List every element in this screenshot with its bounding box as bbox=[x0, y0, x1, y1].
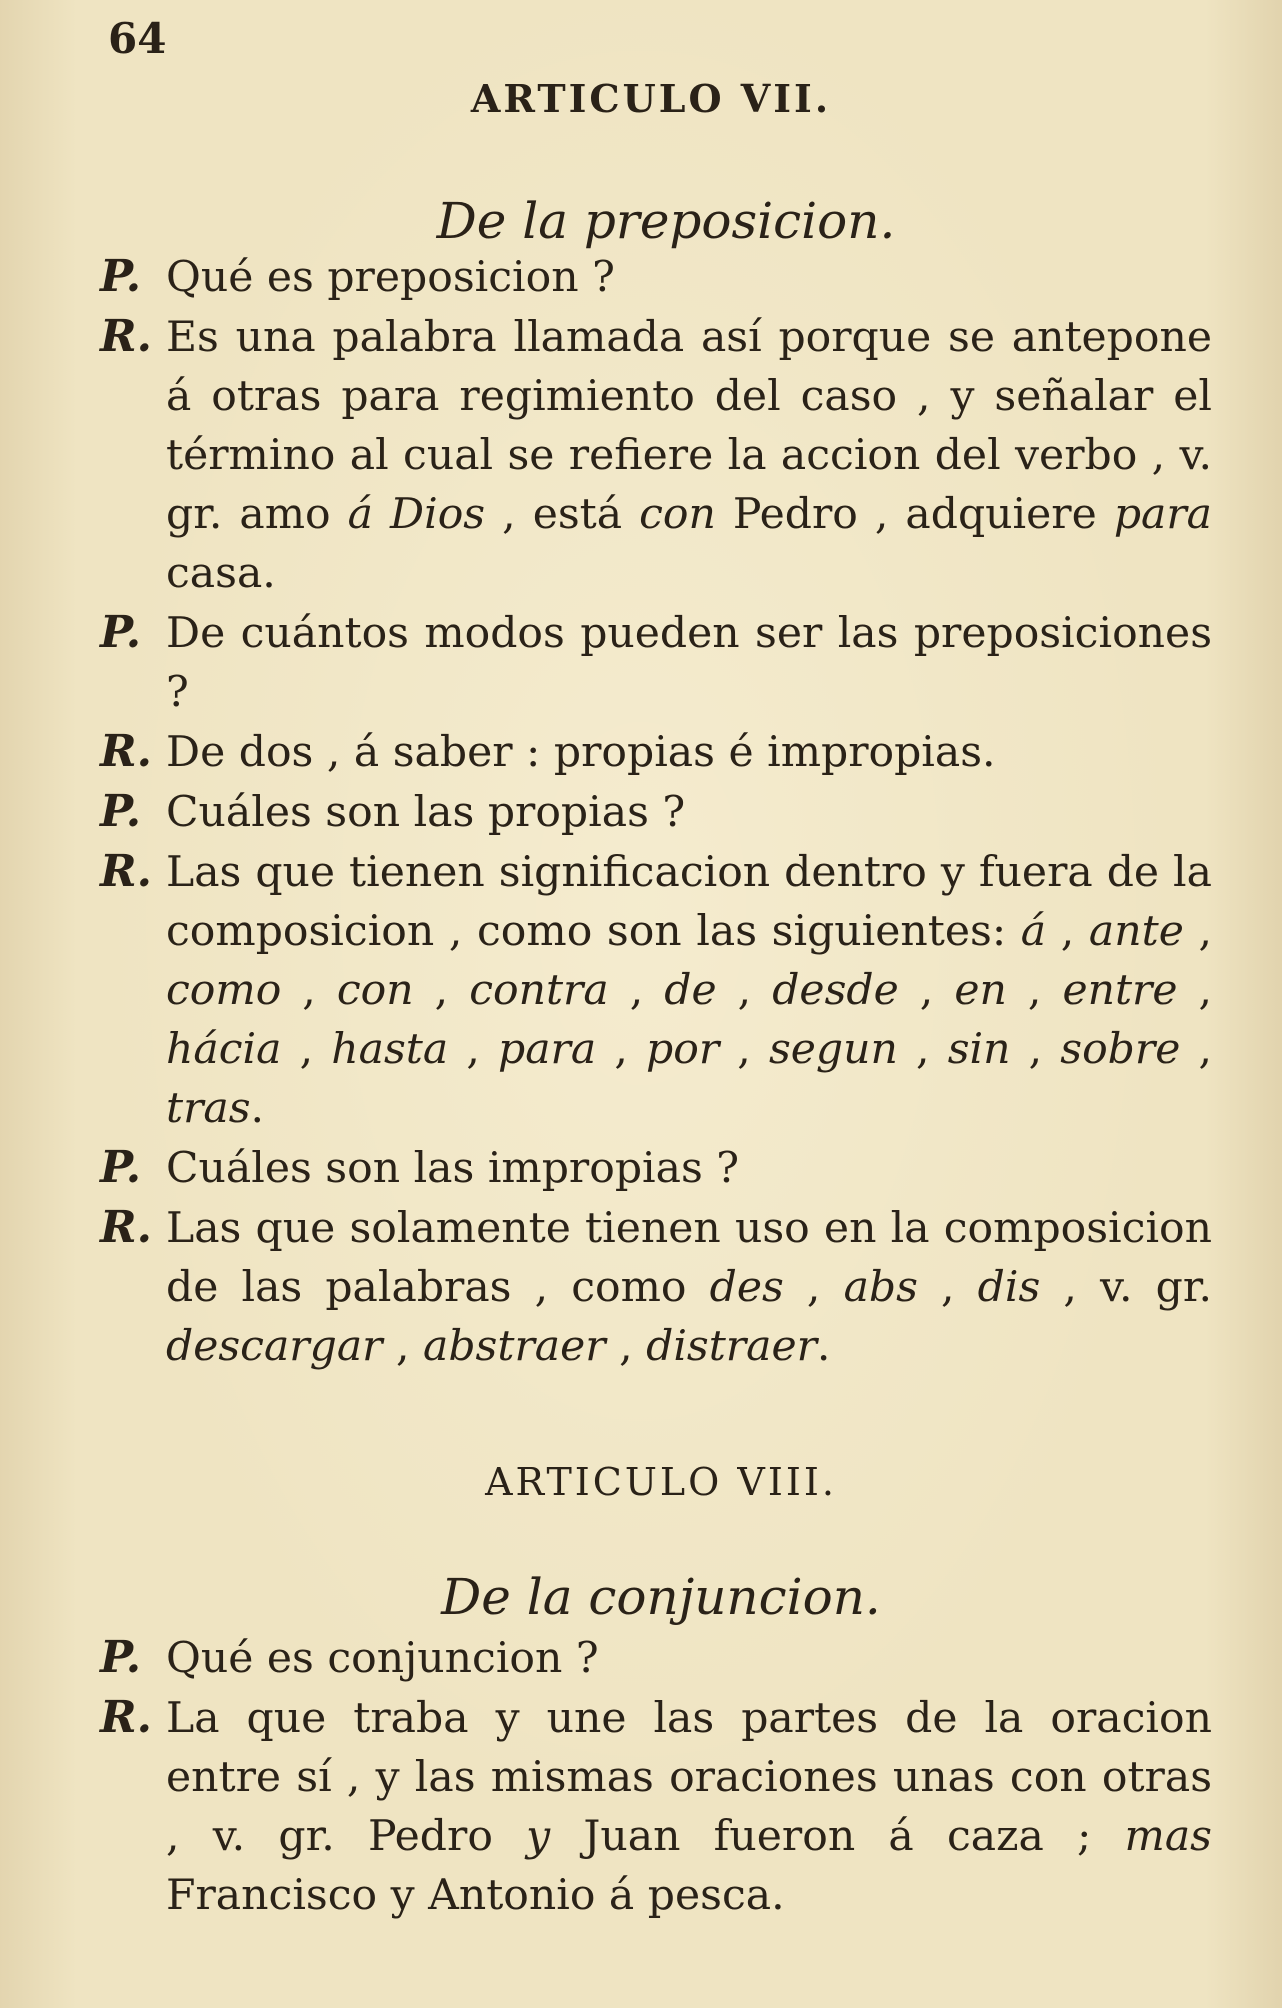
speaker-label: R. bbox=[100, 846, 152, 897]
speaker-label: R. bbox=[100, 311, 152, 362]
article-7-body bbox=[100, 247, 1212, 1376]
entry-text: Cuáles son las impropias ? bbox=[166, 1144, 740, 1193]
qa-entry bbox=[100, 842, 1212, 1138]
speaker-label: P. bbox=[100, 607, 142, 658]
qa-entry bbox=[100, 1688, 1212, 1925]
speaker-label: P. bbox=[100, 251, 142, 302]
qa-entry bbox=[100, 1138, 1212, 1198]
entry-text: Las que solamente tienen uso en la composicion de las palabras , como des , abs , dis , v. gr. descargar , abstraer , distraer. bbox=[166, 1204, 1212, 1371]
qa-entry bbox=[100, 782, 1212, 842]
article-8-heading: ARTICULO VIII. bbox=[485, 1460, 837, 1504]
page-number: 64 bbox=[108, 14, 167, 63]
entry-text: Es una palabra llamada así porque se antepone á otras para regimiento del caso , y señalar el término al cual se refiere la accion del verbo , v. gr. amo á Dios , está con Pedro , adquiere para casa. bbox=[166, 313, 1213, 598]
entry-text: Qué es preposicion ? bbox=[166, 253, 615, 302]
entry-text: La que traba y une las partes de la oracion entre sí , y las mismas oraciones unas con otras , v. gr. Pedro y Juan fueron á caza ; mas Francisco y Antonio á pesca. bbox=[166, 1694, 1212, 1920]
speaker-label: R. bbox=[100, 1692, 152, 1743]
entry-text: De cuántos modos pueden ser las preposiciones ? bbox=[166, 609, 1212, 717]
entry-text: Cuáles son las propias ? bbox=[166, 788, 686, 837]
entry-text: Las que tienen significacion dentro y fuera de la composicion , como son las siguientes: á , ante , como , con , contra , de , desde , en , entre , hácia , hasta , para , por , segun , sin , sobre , tras. bbox=[166, 848, 1213, 1133]
qa-entry bbox=[100, 1198, 1212, 1376]
speaker-label: R. bbox=[100, 1202, 152, 1253]
qa-entry bbox=[100, 1628, 1212, 1688]
speaker-label: P. bbox=[100, 786, 142, 837]
article-8-body bbox=[100, 1628, 1212, 1925]
speaker-label: P. bbox=[100, 1632, 142, 1683]
qa-entry bbox=[100, 307, 1212, 603]
article-8-title: De la conjuncion. bbox=[441, 1568, 881, 1626]
qa-entry bbox=[100, 722, 1212, 782]
entry-text: De dos , á saber : propias é impropias. bbox=[166, 728, 996, 777]
article-7-title: De la preposicion. bbox=[436, 192, 896, 250]
speaker-label: R. bbox=[100, 726, 152, 777]
qa-entry bbox=[100, 247, 1212, 307]
article-7-heading: ARTICULO VII. bbox=[470, 76, 832, 121]
qa-entry bbox=[100, 603, 1212, 722]
speaker-label: P. bbox=[100, 1142, 142, 1193]
entry-text: Qué es conjuncion ? bbox=[166, 1634, 599, 1683]
